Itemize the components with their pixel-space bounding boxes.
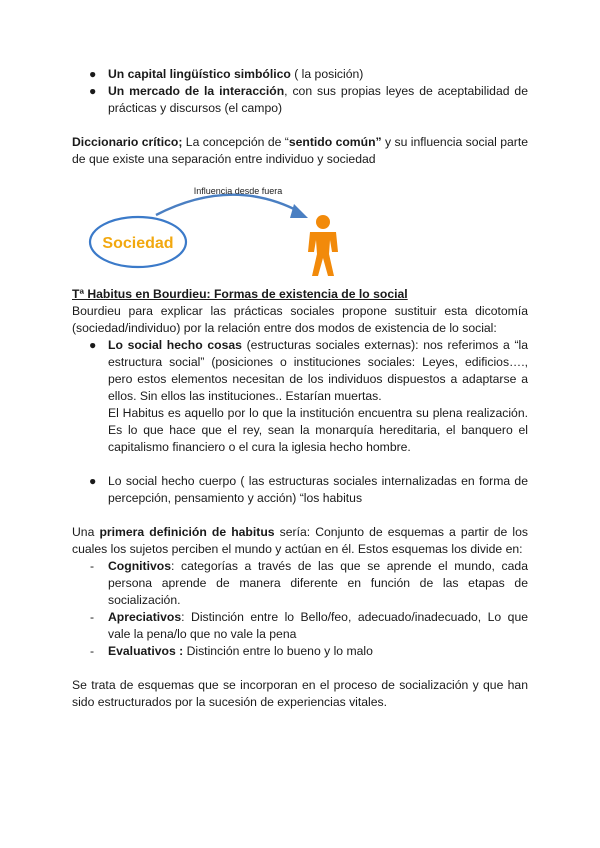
society-diagram bbox=[72, 182, 528, 282]
list-item-bold: Un capital lingüístico simbólico bbox=[108, 67, 291, 81]
scheme-bold: Cognitivos bbox=[108, 559, 171, 573]
scheme-bold: Apreciativos bbox=[108, 610, 182, 624]
dictionary-paragraph bbox=[72, 134, 528, 168]
scheme-text: : Distinción entre lo Bello/feo, adecuado/inadecuado, Lo que vale la pena/lo que no vale la pena bbox=[108, 610, 528, 641]
bullet: ● bbox=[89, 84, 97, 98]
scheme-item bbox=[72, 643, 528, 660]
dictionary-text: La concepción de “ bbox=[182, 135, 289, 149]
influence-arrow bbox=[156, 195, 300, 215]
bullet: ● bbox=[89, 474, 97, 488]
dictionary-label: Diccionario crítico; bbox=[72, 135, 183, 149]
scheme-item bbox=[72, 558, 528, 609]
arrow-head bbox=[290, 204, 308, 218]
bullet: ● bbox=[89, 338, 97, 352]
list-item-text: (estructuras sociales externas): nos referimos a “la estructura social” (posiciones o instituciones sociales: Leyes, edificios…., pero estos elementos necesitan de los individuos dispuestos a adaptarse a ellos. Sin ellos las instituciones.. Estarían muertas. bbox=[108, 338, 529, 403]
scheme-bold: Evaluativos : bbox=[108, 644, 184, 658]
list-item-text: ( la posición) bbox=[290, 67, 364, 81]
definition-paragraph bbox=[72, 524, 528, 558]
scheme-text: Distinción entre lo bueno y lo malo bbox=[183, 644, 373, 658]
definition-text: sería: Conjunto de esquemas a partir de los cuales los sujetos perciben el mundo y actúan en él. Estos esquemas los divide en: bbox=[72, 525, 528, 556]
dictionary-term: sentido común” bbox=[288, 135, 382, 149]
list-item-text: Lo social hecho cuerpo ( las estructuras sociales internalizadas en forma de percepción, pensamiento y acción) “los habitus bbox=[108, 474, 528, 505]
diagram-svg bbox=[72, 182, 528, 282]
dash: - bbox=[90, 644, 95, 658]
list-item bbox=[72, 66, 528, 83]
definition-text: Una bbox=[72, 525, 100, 539]
definition-bold: primera definición de habitus bbox=[99, 525, 275, 539]
list-item-bold: Un mercado de la interacción bbox=[108, 84, 285, 98]
list-item-bold: Lo social hecho cosas bbox=[108, 338, 242, 352]
document-page bbox=[72, 66, 528, 711]
dash: - bbox=[90, 610, 95, 624]
section-title-text: Tª Habitus en Bourdieu: Formas de existencia de lo social bbox=[72, 287, 408, 301]
section-intro: Bourdieu para explicar las prácticas sociales propone sustituir esta dicotomía (sociedad/individuo) por la relación entre dos modos de existencia de lo social: bbox=[72, 304, 528, 335]
list-item-paragraph: El Habitus es aquello por lo que la institución encuentra su plena realización. Es lo que hace que el rey, sean la monarquía hereditaria, el banquero el capitalismo financiero o el cura la iglesia hecho hombre. bbox=[108, 406, 528, 454]
closing-paragraph: Se trata de esquemas que se incorporan en el proceso de socialización y que han sido estructurados por la sucesión de experiencias vitales. bbox=[72, 678, 528, 709]
dictionary-text: y su influencia social parte de que existe una separación entre individuo y sociedad bbox=[72, 135, 529, 166]
scheme-text: : categorías a través de las que se aprende el mundo, cada persona aprende de manera diferente en función de las etapas de socialización. bbox=[108, 559, 528, 607]
section-title bbox=[72, 286, 528, 303]
list-item bbox=[72, 83, 528, 117]
list-item bbox=[72, 473, 528, 507]
society-label: Sociedad bbox=[102, 235, 174, 252]
list-item-text: , con sus propias leyes de aceptabilidad de prácticas y discursos (el campo) bbox=[108, 84, 528, 115]
influence-label: Influencia desde fuera bbox=[193, 186, 283, 196]
dash: - bbox=[90, 559, 95, 573]
list-item bbox=[72, 337, 528, 456]
bullet: ● bbox=[89, 67, 97, 81]
person-icon bbox=[308, 215, 338, 276]
scheme-item bbox=[72, 609, 528, 643]
